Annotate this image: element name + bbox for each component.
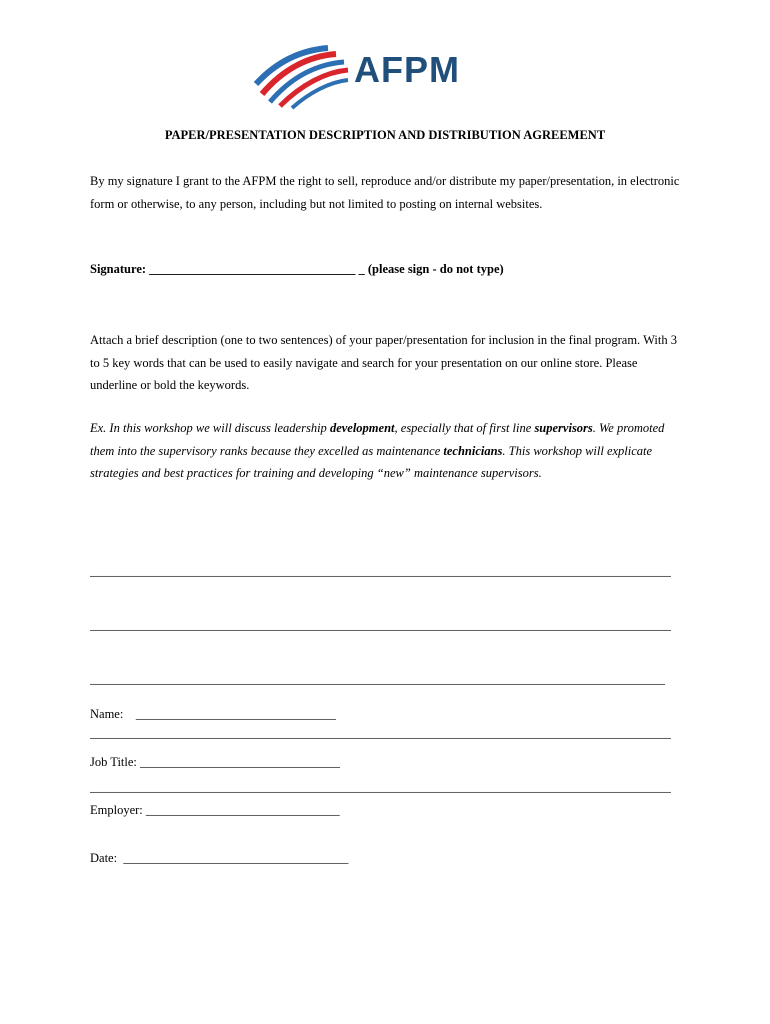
example-paragraph: [90, 417, 690, 485]
example-text: , especially that of first line: [394, 421, 535, 435]
employer-field[interactable]: Employer: _______________________________: [90, 803, 340, 817]
keyword-technicians: technicians: [443, 443, 503, 458]
job-title-field[interactable]: Job Title: ________________________________: [90, 755, 341, 769]
blank-line[interactable]: _____________________________________________________________________________________________: [90, 564, 672, 578]
name-field[interactable]: Name: ________________________________: [90, 707, 336, 721]
signature-line[interactable]: Signature: _________________________________ _ (please sign - do not type): [90, 262, 504, 276]
keyword-development: development: [329, 421, 395, 435]
date-field[interactable]: Date: ____________________________________: [90, 851, 349, 865]
grant-paragraph: By my signature I grant to the AFPM the right to sell, reproduce and/or distribute my paper/presentation, in electronic form or otherwise, to any person, including but not limited to posting on internal websites.: [90, 174, 680, 211]
blank-line[interactable]: ____________________________________________________________________________________________: [90, 672, 665, 686]
example-text: Ex. In this workshop we will discuss leadership: [90, 421, 330, 435]
example-text: . We promoted them into the supervisory ranks because they excelled as maintenance: [90, 421, 665, 458]
description-blank-lines: [90, 533, 671, 833]
document-title: PAPER/PRESENTATION DESCRIPTION AND DISTRIBUTION AGREEMENT: [164, 128, 606, 142]
afpm-logo-text: AFPM: [354, 49, 460, 90]
blank-line[interactable]: _____________________________________________________________________________________________: [90, 618, 672, 632]
blank-line[interactable]: _____________________________________________________________________________________________: [90, 780, 672, 794]
example-text: . This workshop will explicate strategies and best practices for training and developing “new” maintenance supervisors.: [90, 443, 653, 480]
blank-line[interactable]: _____________________________________________________________________________________________: [90, 726, 672, 740]
keyword-supervisors: supervisors: [534, 421, 593, 435]
attach-paragraph: Attach a brief description (one to two sentences) of your paper/presentation for inclusion in the final program. With 3 to 5 key words that can be used to easily navigate and search for your presentation on our online store. Please underline or bold the keywords.: [90, 333, 677, 392]
